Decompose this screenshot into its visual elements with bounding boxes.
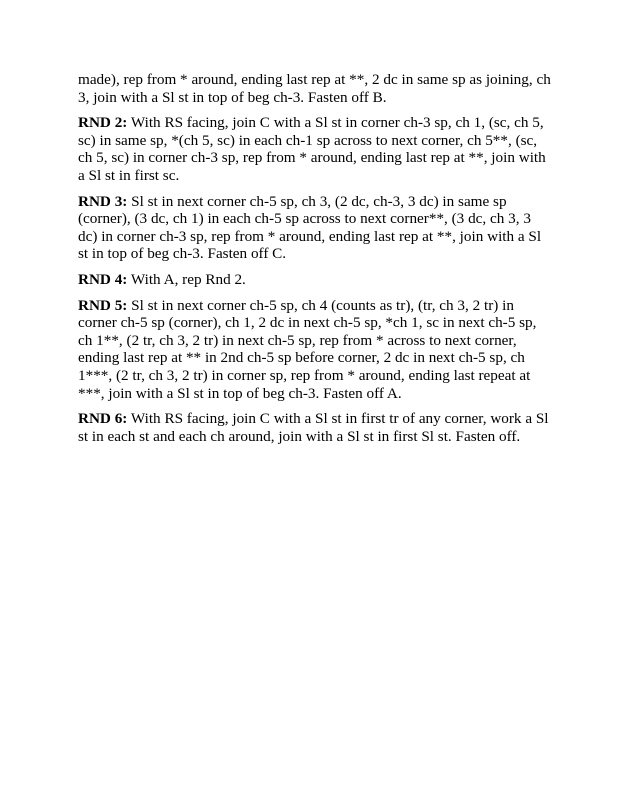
round-2-label: RND 2: xyxy=(78,114,128,132)
round-4-paragraph xyxy=(78,271,552,289)
intro-paragraph xyxy=(78,71,552,106)
round-6-label: RND 6: xyxy=(78,410,128,428)
round-6-text: With RS facing, join C with a Sl st in first tr of any corner, work a Sl st in each st and each ch around, join with a Sl st in first Sl st. Fasten off. xyxy=(78,410,549,445)
round-6-paragraph xyxy=(78,410,552,445)
round-2-text: With RS facing, join C with a Sl st in corner ch-3 sp, ch 1, (sc, ch 5, sc) in same sp, *(ch 5, sc) in each ch-1 sp across to next corner, ch 5**, (sc, ch 5, sc) in corner ch-3 sp, rep from * around, ending last rep at **, join with a Sl st in first sc. xyxy=(78,114,546,184)
round-4-text: With A, rep Rnd 2. xyxy=(127,270,246,288)
round-5-paragraph xyxy=(78,297,552,403)
pattern-page xyxy=(78,71,552,453)
round-3-label: RND 3: xyxy=(78,192,128,210)
round-4-label: RND 4: xyxy=(78,270,128,288)
round-3-paragraph xyxy=(78,193,552,263)
intro-text: made), rep from * around, ending last rep at **, 2 dc in same sp as joining, ch 3, join with a Sl st in top of beg ch-3. Fasten off B. xyxy=(78,71,551,106)
round-2-paragraph xyxy=(78,114,552,184)
round-3-text: Sl st in next corner ch-5 sp, ch 3, (2 dc, ch-3, 3 dc) in same sp (corner), (3 dc, ch 1) in each ch-5 sp across to next corner**, (3 dc, ch 3, 3 dc) in corner ch-3 sp, rep from * around, ending last rep at **, join with a Sl st in top of beg ch-3. Fasten off C. xyxy=(78,192,542,263)
round-5-label: RND 5: xyxy=(78,296,128,314)
round-5-text: Sl st in next corner ch-5 sp, ch 4 (counts as tr), (tr, ch 3, 2 tr) in corner ch-5 sp (corner), ch 1, 2 dc in next ch-5 sp, *ch 1, sc in next ch-5 sp, ch 1**, (2 tr, ch 3, 2 tr) in next ch-5 sp, rep from * across to next corner, ending last rep at ** in 2nd ch-5 sp before corner, 2 dc in next ch-5 sp, ch 1***, (2 tr, ch 3, 2 tr) in corner sp, rep from * around, ending last repeat at ***, join with a Sl st in top of beg ch-3. Fasten off A. xyxy=(78,296,537,402)
